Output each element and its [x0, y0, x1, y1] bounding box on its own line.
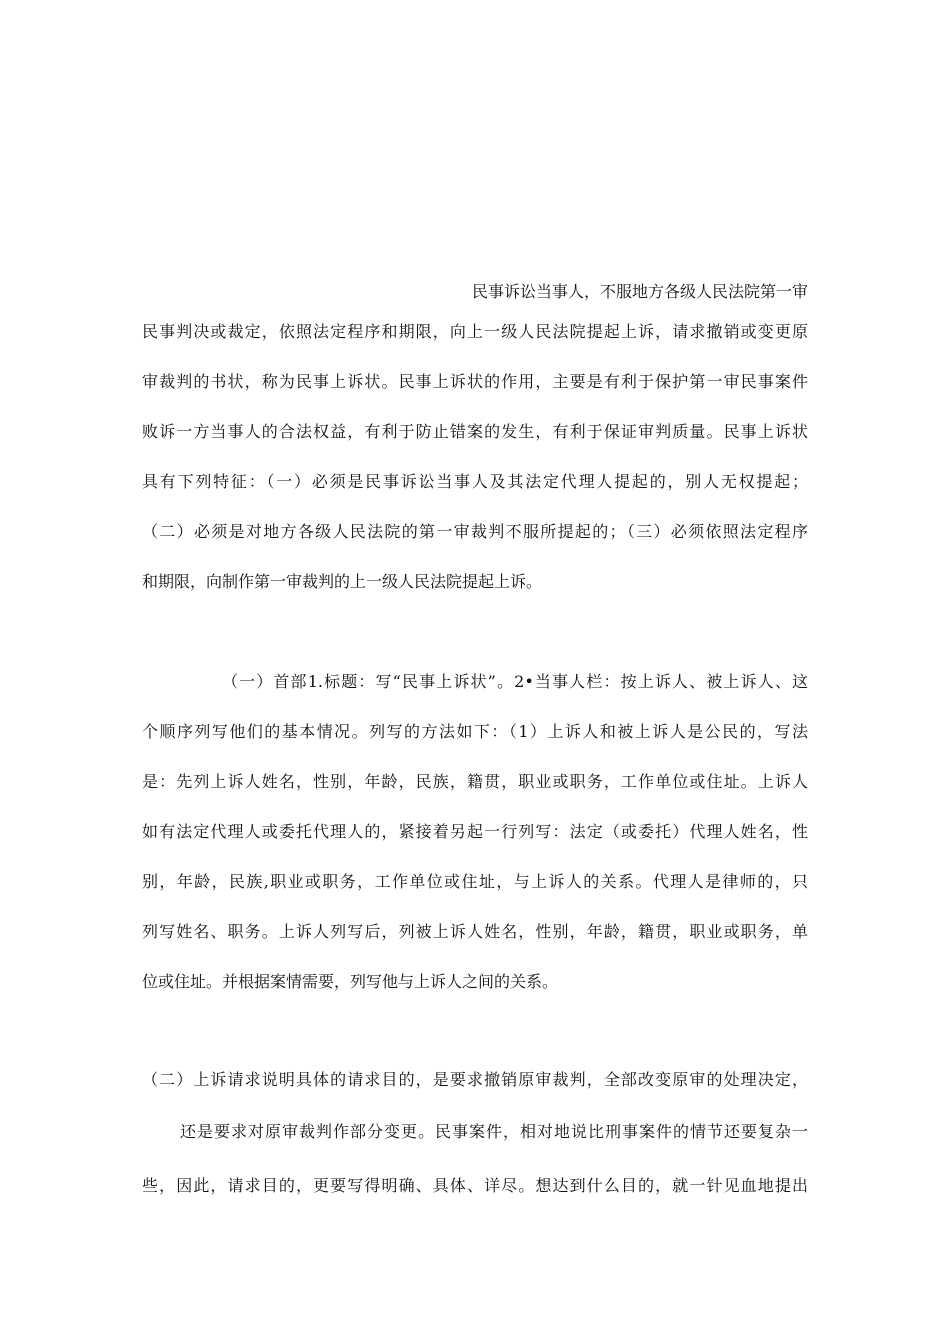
text-line: 位或住址。并根据案情需要，列写他与上诉人之间的关系。	[142, 972, 559, 991]
text-line: 民事诉讼当事人，不服地方各级人民法院第一审	[471, 282, 808, 301]
text-line: （二）上诉请求说明具体的请求目的，是要求撤销原审裁判，全部改变原审的处理决定，	[142, 1070, 808, 1089]
text-line: 别，年龄，民族,职业或职务，工作单位或住址，与上诉人的关系。代理人是律师的，只	[142, 872, 808, 891]
text-line: 个顺序列写他们的基本情况。列写的方法如下：（1）上诉人和被上诉人是公民的，写法	[142, 722, 808, 741]
text-line: 民事判决或裁定，依照法定程序和期限，向上一级人民法院提起上诉，请求撤销或变更原	[142, 322, 808, 341]
text-line: 还是要求对原审裁判作部分变更。民事案件，相对地说比刑事案件的情节还要复杂一	[180, 1122, 808, 1141]
text-line: （二）必须是对地方各级人民法院的第一审裁判不服所提起的；（三）必须依照法定程序	[142, 522, 808, 541]
text-line: 如有法定代理人或委托代理人的，紧接着另起一行列写：法定（或委托）代理人姓名，性	[142, 822, 808, 841]
text-line: 列写姓名、职务。上诉人列写后，列被上诉人姓名，性别，年龄，籍贯，职业或职务，单	[142, 922, 808, 941]
text-line: 审裁判的书状，称为民事上诉状。民事上诉状的作用，主要是有利于保护第一审民事案件	[142, 372, 808, 391]
text-line: （一）首部1.标题：写“民事上诉状”。2•当事人栏：按上诉人、被上诉人、这	[222, 672, 808, 691]
text-line: 具有下列特征：（一）必须是民事诉讼当事人及其法定代理人提起的，别人无权提起；	[142, 472, 808, 491]
text-line: 和期限，向制作第一审裁判的上一级人民法院提起上诉。	[142, 572, 543, 591]
text-line: 是：先列上诉人姓名，性别，年龄，民族，籍贯，职业或职务，工作单位或住址。上诉人	[142, 772, 808, 791]
text-line: 些，因此，请求目的，更要写得明确、具体、详尽。想达到什么目的，就一针见血地提出	[142, 1176, 808, 1195]
text-line: 败诉一方当事人的合法权益，有利于防止错案的发生，有利于保证审判质量。民事上诉状	[142, 422, 808, 441]
